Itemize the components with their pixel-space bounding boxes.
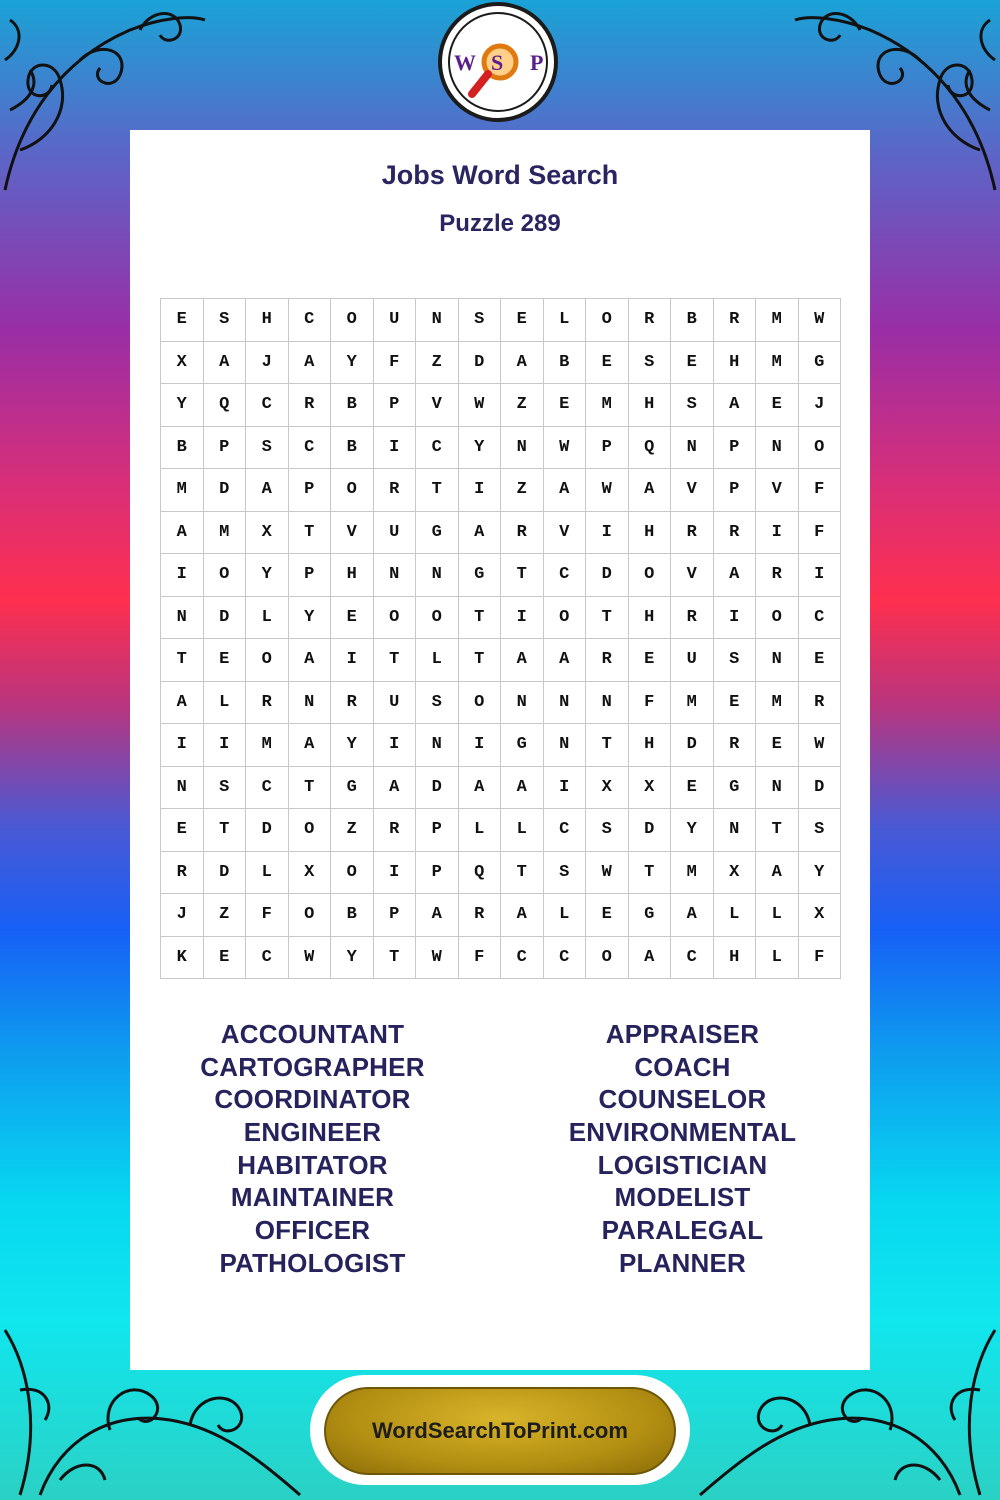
word-list <box>130 1018 870 1280</box>
grid-cell[interactable]: O <box>374 597 417 640</box>
grid-cell[interactable]: Y <box>331 342 374 385</box>
grid-cell[interactable]: L <box>246 852 289 895</box>
grid-cell[interactable]: N <box>289 682 332 725</box>
grid-cell[interactable]: C <box>544 937 587 980</box>
grid-cell[interactable]: T <box>374 639 417 682</box>
word-list-item: PATHOLOGIST <box>219 1247 406 1278</box>
grid-cell[interactable]: D <box>204 597 247 640</box>
grid-cell[interactable]: H <box>331 554 374 597</box>
grid-cell[interactable]: L <box>756 937 799 980</box>
puzzle-sheet <box>130 130 870 1370</box>
grid-cell[interactable]: T <box>586 724 629 767</box>
grid-cell[interactable]: L <box>501 809 544 852</box>
grid-cell[interactable]: N <box>714 809 757 852</box>
grid-cell[interactable]: O <box>289 809 332 852</box>
word-list-item: HABITATOR <box>237 1149 388 1180</box>
grid-cell[interactable]: S <box>246 427 289 470</box>
grid-cell[interactable]: L <box>246 597 289 640</box>
grid-cell[interactable]: I <box>161 724 204 767</box>
grid-cell[interactable]: F <box>246 894 289 937</box>
word-list-item: CARTOGRAPHER <box>200 1051 425 1082</box>
wsp-logo[interactable] <box>438 2 558 122</box>
grid-cell[interactable]: A <box>501 342 544 385</box>
grid-cell[interactable]: P <box>289 469 332 512</box>
grid-cell[interactable]: O <box>586 299 629 342</box>
grid-cell[interactable]: F <box>374 342 417 385</box>
grid-cell[interactable]: B <box>331 384 374 427</box>
grid-cell[interactable]: E <box>544 384 587 427</box>
grid-cell[interactable]: I <box>331 639 374 682</box>
grid-cell[interactable]: B <box>331 427 374 470</box>
grid-cell[interactable]: P <box>714 427 757 470</box>
grid-cell[interactable]: E <box>671 342 714 385</box>
grid-cell[interactable]: N <box>161 597 204 640</box>
grid-cell[interactable]: T <box>756 809 799 852</box>
word-list-item: OFFICER <box>254 1215 371 1246</box>
grid-cell[interactable]: P <box>204 427 247 470</box>
grid-cell[interactable]: A <box>289 639 332 682</box>
grid-cell[interactable]: A <box>161 682 204 725</box>
grid-cell[interactable]: R <box>501 512 544 555</box>
grid-cell[interactable]: A <box>416 894 459 937</box>
grid-cell[interactable]: I <box>374 852 417 895</box>
grid-cell[interactable]: N <box>544 682 587 725</box>
grid-cell[interactable]: O <box>331 469 374 512</box>
grid-cell[interactable]: J <box>799 384 842 427</box>
word-list-item: MODELIST <box>614 1182 751 1213</box>
grid-cell[interactable]: E <box>756 384 799 427</box>
grid-cell[interactable]: S <box>671 384 714 427</box>
grid-cell[interactable]: B <box>161 427 204 470</box>
grid-cell[interactable]: N <box>756 767 799 810</box>
grid-cell[interactable]: M <box>586 384 629 427</box>
grid-cell[interactable]: A <box>671 894 714 937</box>
grid-cell[interactable]: H <box>629 724 672 767</box>
grid-cell[interactable]: T <box>416 469 459 512</box>
grid-cell[interactable]: I <box>501 597 544 640</box>
grid-cell[interactable]: W <box>289 937 332 980</box>
grid-cell[interactable]: W <box>586 852 629 895</box>
grid-cell[interactable]: U <box>671 639 714 682</box>
word-list-item: APPRAISER <box>605 1019 760 1049</box>
grid-cell[interactable]: A <box>459 512 502 555</box>
grid-cell[interactable]: E <box>629 639 672 682</box>
grid-cell[interactable]: I <box>204 724 247 767</box>
grid-cell[interactable]: L <box>544 894 587 937</box>
grid-cell[interactable]: C <box>671 937 714 980</box>
grid-cell[interactable]: U <box>374 682 417 725</box>
grid-cell[interactable]: O <box>416 597 459 640</box>
grid-cell[interactable]: P <box>416 852 459 895</box>
grid-cell[interactable]: T <box>374 937 417 980</box>
grid-cell[interactable]: F <box>799 469 842 512</box>
grid-cell[interactable]: G <box>629 894 672 937</box>
grid-cell[interactable]: L <box>416 639 459 682</box>
grid-cell[interactable]: C <box>799 597 842 640</box>
grid-cell[interactable]: P <box>289 554 332 597</box>
grid-cell[interactable]: E <box>799 639 842 682</box>
grid-cell[interactable]: D <box>246 809 289 852</box>
grid-cell[interactable]: L <box>544 299 587 342</box>
puzzle-number: Puzzle 289 <box>439 210 561 237</box>
grid-cell[interactable]: Y <box>799 852 842 895</box>
grid-cell[interactable]: P <box>586 427 629 470</box>
grid-cell[interactable]: Y <box>161 384 204 427</box>
grid-cell[interactable]: C <box>416 427 459 470</box>
grid-cell[interactable]: W <box>586 469 629 512</box>
grid-cell[interactable]: A <box>374 767 417 810</box>
grid-cell[interactable]: N <box>544 724 587 767</box>
grid-cell[interactable]: W <box>544 427 587 470</box>
grid-cell[interactable]: H <box>246 299 289 342</box>
grid-cell[interactable]: O <box>544 597 587 640</box>
grid-cell[interactable]: L <box>714 894 757 937</box>
grid-cell[interactable]: R <box>289 384 332 427</box>
grid-cell[interactable]: Y <box>331 724 374 767</box>
grid-cell[interactable]: H <box>714 342 757 385</box>
grid-cell[interactable]: T <box>586 597 629 640</box>
grid-cell[interactable]: N <box>416 299 459 342</box>
word-list-right-column <box>495 1018 870 1280</box>
logo-letter-s: S <box>491 50 504 75</box>
grid-cell[interactable]: D <box>629 809 672 852</box>
grid-cell[interactable]: H <box>714 937 757 980</box>
grid-cell[interactable]: G <box>799 342 842 385</box>
grid-cell[interactable]: C <box>246 937 289 980</box>
grid-cell[interactable]: L <box>204 682 247 725</box>
grid-cell[interactable]: B <box>331 894 374 937</box>
grid-cell[interactable]: A <box>756 852 799 895</box>
grid-cell[interactable]: R <box>756 554 799 597</box>
grid-cell[interactable]: I <box>714 597 757 640</box>
grid-cell[interactable]: R <box>714 512 757 555</box>
word-list-item: COACH <box>634 1051 731 1082</box>
grid-cell[interactable]: D <box>416 767 459 810</box>
grid-cell[interactable]: S <box>714 639 757 682</box>
grid-cell[interactable]: O <box>331 852 374 895</box>
grid-cell[interactable]: O <box>756 597 799 640</box>
grid-cell[interactable]: A <box>246 469 289 512</box>
grid-cell[interactable]: M <box>671 682 714 725</box>
grid-cell[interactable]: O <box>331 299 374 342</box>
grid-cell[interactable]: E <box>331 597 374 640</box>
grid-cell[interactable]: A <box>501 894 544 937</box>
grid-cell[interactable]: J <box>246 342 289 385</box>
grid-cell[interactable]: M <box>246 724 289 767</box>
grid-cell[interactable]: F <box>629 682 672 725</box>
grid-cell[interactable]: M <box>161 469 204 512</box>
grid-cell[interactable]: M <box>756 342 799 385</box>
grid-cell[interactable]: H <box>629 384 672 427</box>
grid-cell[interactable]: V <box>671 469 714 512</box>
grid-cell[interactable]: G <box>331 767 374 810</box>
grid-cell[interactable]: C <box>246 767 289 810</box>
grid-cell[interactable]: H <box>629 597 672 640</box>
grid-cell[interactable]: G <box>459 554 502 597</box>
grid-cell[interactable]: I <box>374 724 417 767</box>
word-list-item: PLANNER <box>618 1247 747 1278</box>
grid-cell[interactable]: T <box>459 639 502 682</box>
grid-cell[interactable]: A <box>501 639 544 682</box>
grid-cell[interactable]: U <box>374 299 417 342</box>
grid-cell[interactable]: R <box>161 852 204 895</box>
grid-cell[interactable]: N <box>374 554 417 597</box>
grid-cell[interactable]: O <box>586 937 629 980</box>
grid-cell[interactable]: L <box>459 809 502 852</box>
grid-cell[interactable]: V <box>756 469 799 512</box>
grid-cell[interactable]: A <box>714 554 757 597</box>
grid-cell[interactable]: P <box>374 384 417 427</box>
word-list-item: ENGINEER <box>243 1117 382 1148</box>
word-list-item: ACCOUNTANT <box>220 1019 405 1049</box>
grid-cell[interactable]: Z <box>331 809 374 852</box>
grid-cell[interactable]: Z <box>204 894 247 937</box>
grid-cell[interactable]: A <box>204 342 247 385</box>
grid-cell[interactable]: H <box>629 512 672 555</box>
grid-cell[interactable]: O <box>799 427 842 470</box>
grid-cell[interactable]: V <box>331 512 374 555</box>
grid-cell[interactable]: G <box>501 724 544 767</box>
logo-letter-p: P <box>530 50 544 75</box>
grid-cell[interactable]: E <box>586 894 629 937</box>
grid-cell[interactable]: C <box>289 299 332 342</box>
grid-cell[interactable]: Q <box>459 852 502 895</box>
grid-cell[interactable]: T <box>501 554 544 597</box>
grid-cell[interactable]: G <box>714 767 757 810</box>
grid-cell[interactable]: T <box>204 809 247 852</box>
grid-cell[interactable]: Y <box>289 597 332 640</box>
grid-cell[interactable]: W <box>799 724 842 767</box>
word-list-left-column <box>130 1018 495 1280</box>
grid-cell[interactable]: F <box>799 937 842 980</box>
grid-cell[interactable]: R <box>714 724 757 767</box>
grid-cell[interactable]: D <box>459 342 502 385</box>
grid-cell[interactable]: X <box>586 767 629 810</box>
grid-cell[interactable]: R <box>629 299 672 342</box>
grid-cell[interactable]: S <box>204 299 247 342</box>
grid-cell[interactable]: Y <box>246 554 289 597</box>
grid-cell[interactable]: E <box>161 299 204 342</box>
grid-cell[interactable]: O <box>204 554 247 597</box>
word-list-item: COORDINATOR <box>214 1084 411 1115</box>
grid-cell[interactable]: X <box>161 342 204 385</box>
grid-cell[interactable]: V <box>544 512 587 555</box>
grid-cell[interactable]: A <box>459 767 502 810</box>
grid-cell[interactable]: R <box>671 597 714 640</box>
grid-cell[interactable]: E <box>204 639 247 682</box>
grid-cell[interactable]: S <box>629 342 672 385</box>
grid-cell[interactable]: M <box>204 512 247 555</box>
grid-cell[interactable]: J <box>161 894 204 937</box>
grid-cell[interactable]: D <box>586 554 629 597</box>
grid-cell[interactable]: C <box>289 427 332 470</box>
grid-cell[interactable]: N <box>756 639 799 682</box>
grid-cell[interactable]: D <box>671 724 714 767</box>
grid-cell[interactable]: U <box>374 512 417 555</box>
grid-cell[interactable]: N <box>671 427 714 470</box>
grid-cell[interactable]: O <box>629 554 672 597</box>
grid-cell[interactable]: A <box>629 469 672 512</box>
grid-cell[interactable]: A <box>714 384 757 427</box>
page-title: Jobs Word Search <box>381 160 619 190</box>
grid-cell[interactable]: P <box>416 809 459 852</box>
word-list-item: COUNSELOR <box>598 1084 767 1115</box>
letter-grid <box>160 298 841 979</box>
grid-cell[interactable]: O <box>459 682 502 725</box>
grid-cell[interactable]: A <box>289 724 332 767</box>
grid-cell[interactable]: R <box>459 894 502 937</box>
grid-cell[interactable]: S <box>586 809 629 852</box>
grid-cell[interactable]: D <box>204 469 247 512</box>
grid-cell[interactable]: X <box>714 852 757 895</box>
grid-cell[interactable]: E <box>204 937 247 980</box>
grid-cell[interactable]: X <box>289 852 332 895</box>
grid-cell[interactable]: I <box>161 554 204 597</box>
word-list-item: ENVIRONMENTAL <box>568 1117 797 1148</box>
grid-cell[interactable]: A <box>544 639 587 682</box>
grid-cell[interactable]: L <box>756 894 799 937</box>
grid-cell[interactable]: I <box>459 469 502 512</box>
logo-letter-w: W <box>454 50 476 75</box>
grid-cell[interactable]: W <box>799 299 842 342</box>
grid-cell[interactable]: T <box>289 512 332 555</box>
grid-cell[interactable]: Q <box>204 384 247 427</box>
grid-cell[interactable]: E <box>161 809 204 852</box>
grid-cell[interactable]: C <box>501 937 544 980</box>
grid-cell[interactable]: F <box>459 937 502 980</box>
grid-cell[interactable]: E <box>671 767 714 810</box>
grid-cell[interactable]: B <box>544 342 587 385</box>
grid-cell[interactable]: Q <box>629 427 672 470</box>
grid-cell[interactable]: I <box>374 427 417 470</box>
grid-cell[interactable]: N <box>501 682 544 725</box>
grid-cell[interactable]: A <box>289 342 332 385</box>
grid-cell[interactable]: S <box>459 299 502 342</box>
grid-cell[interactable]: C <box>544 554 587 597</box>
grid-cell[interactable]: X <box>629 767 672 810</box>
grid-cell[interactable]: Z <box>501 469 544 512</box>
grid-cell[interactable]: E <box>714 682 757 725</box>
grid-cell[interactable]: E <box>586 342 629 385</box>
grid-cell[interactable]: V <box>671 554 714 597</box>
grid-cell[interactable]: D <box>799 767 842 810</box>
grid-cell[interactable]: R <box>799 682 842 725</box>
grid-cell[interactable]: M <box>756 682 799 725</box>
grid-cell[interactable]: O <box>289 894 332 937</box>
grid-cell[interactable]: S <box>799 809 842 852</box>
grid-cell[interactable]: R <box>586 639 629 682</box>
grid-cell[interactable]: P <box>374 894 417 937</box>
grid-cell[interactable]: I <box>586 512 629 555</box>
grid-cell[interactable]: I <box>459 724 502 767</box>
grid-cell[interactable]: Y <box>459 427 502 470</box>
grid-cell[interactable]: T <box>629 852 672 895</box>
grid-cell[interactable]: A <box>161 512 204 555</box>
grid-cell[interactable]: R <box>246 682 289 725</box>
grid-cell[interactable]: M <box>671 852 714 895</box>
grid-cell[interactable]: S <box>416 682 459 725</box>
grid-cell[interactable]: V <box>416 384 459 427</box>
grid-cell[interactable]: P <box>714 469 757 512</box>
grid-cell[interactable]: T <box>289 767 332 810</box>
grid-cell[interactable]: T <box>459 597 502 640</box>
grid-cell[interactable]: Y <box>671 809 714 852</box>
grid-cell[interactable]: F <box>799 512 842 555</box>
website-link-button[interactable]: WordSearchToPrint.com <box>324 1387 676 1475</box>
grid-cell[interactable]: A <box>501 767 544 810</box>
grid-cell[interactable]: B <box>671 299 714 342</box>
grid-cell[interactable]: K <box>161 937 204 980</box>
grid-cell[interactable]: Y <box>331 937 374 980</box>
grid-cell[interactable]: N <box>756 427 799 470</box>
grid-cell[interactable]: I <box>544 767 587 810</box>
grid-cell[interactable]: N <box>416 724 459 767</box>
grid-cell[interactable]: Z <box>501 384 544 427</box>
grid-cell[interactable]: R <box>331 682 374 725</box>
grid-cell[interactable]: Z <box>416 342 459 385</box>
grid-cell[interactable]: N <box>501 427 544 470</box>
grid-cell[interactable]: S <box>544 852 587 895</box>
grid-cell[interactable]: G <box>416 512 459 555</box>
grid-cell[interactable]: N <box>161 767 204 810</box>
grid-cell[interactable]: R <box>671 512 714 555</box>
word-list-item: LOGISTICIAN <box>597 1149 768 1180</box>
grid-cell[interactable]: C <box>544 809 587 852</box>
grid-cell[interactable]: T <box>161 639 204 682</box>
grid-cell[interactable]: S <box>204 767 247 810</box>
grid-cell[interactable]: R <box>714 299 757 342</box>
grid-cell[interactable]: M <box>756 299 799 342</box>
grid-cell[interactable]: I <box>756 512 799 555</box>
grid-cell[interactable]: I <box>799 554 842 597</box>
grid-cell[interactable]: W <box>416 937 459 980</box>
grid-cell[interactable]: X <box>246 512 289 555</box>
grid-cell[interactable]: R <box>374 469 417 512</box>
word-list-item: PARALEGAL <box>601 1215 764 1246</box>
grid-cell[interactable]: C <box>246 384 289 427</box>
grid-cell[interactable]: E <box>501 299 544 342</box>
grid-cell[interactable]: N <box>586 682 629 725</box>
grid-cell[interactable]: W <box>459 384 502 427</box>
grid-cell[interactable]: R <box>374 809 417 852</box>
grid-cell[interactable]: N <box>416 554 459 597</box>
grid-cell[interactable]: E <box>756 724 799 767</box>
grid-cell[interactable]: A <box>629 937 672 980</box>
grid-cell[interactable]: A <box>544 469 587 512</box>
grid-cell[interactable]: T <box>501 852 544 895</box>
grid-cell[interactable]: X <box>799 894 842 937</box>
grid-cell[interactable]: D <box>204 852 247 895</box>
grid-cell[interactable]: O <box>246 639 289 682</box>
word-list-item: MAINTAINER <box>230 1182 395 1213</box>
